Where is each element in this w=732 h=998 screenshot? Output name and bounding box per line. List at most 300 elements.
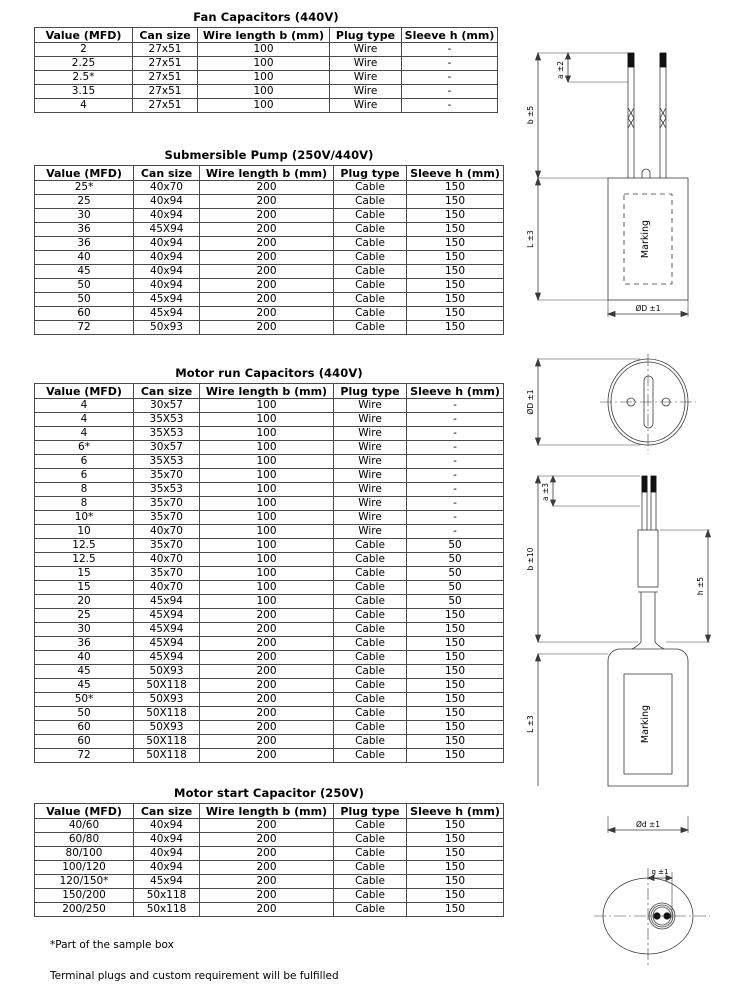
cell-plug-type: Cable [334, 553, 407, 567]
cell-sleeve: 150 [407, 693, 504, 707]
cell-value: 30 [35, 209, 134, 223]
cell-plug-type: Cable [334, 819, 407, 833]
cell-sleeve: - [402, 71, 498, 85]
table-row [35, 665, 504, 679]
cell-sleeve: 150 [407, 651, 504, 665]
cell-can-size: 50X93 [134, 693, 200, 707]
cell-wire-length: 200 [200, 861, 334, 875]
cell-wire-length: 100 [200, 525, 334, 539]
cell-plug-type: Cable [334, 679, 407, 693]
cell-value: 50 [35, 293, 134, 307]
cell-plug-type: Cable [334, 293, 407, 307]
cell-sleeve: 150 [407, 665, 504, 679]
lead-left-stripped-tip [628, 53, 634, 67]
cell-sleeve: 150 [407, 209, 504, 223]
cell-wire-length: 200 [200, 609, 334, 623]
cell-plug-type: Cable [334, 567, 407, 581]
cell-value: 36 [35, 223, 134, 237]
cell-wire-length: 200 [200, 903, 334, 917]
cell-wire-length: 100 [200, 427, 334, 441]
table-row [35, 251, 504, 265]
cell-can-size: 45x94 [134, 875, 200, 889]
table-row [35, 321, 504, 335]
cell-wire-length: 200 [200, 279, 334, 293]
cell-plug-type: Cable [334, 181, 407, 195]
cell-plug-type: Cable [334, 539, 407, 553]
table-block-motor-start-capacitor [34, 786, 504, 917]
cell-sleeve: 150 [407, 251, 504, 265]
cell-can-size: 40x94 [134, 209, 200, 223]
column-header-value: Value (MFD) [35, 28, 133, 43]
table-row [35, 57, 498, 71]
cell-plug-type: Cable [334, 707, 407, 721]
cell-value: 60 [35, 721, 134, 735]
lead-left-break-symbol [628, 108, 634, 118]
cell-plug-type: Wire [334, 413, 407, 427]
dim-d-arrow-right [681, 828, 688, 833]
cell-can-size: 50x93 [134, 321, 200, 335]
lead-right-break-symbol-2 [660, 118, 666, 128]
cell-wire-length: 100 [198, 71, 330, 85]
cell-wire-length: 200 [200, 307, 334, 321]
cell-sleeve: 150 [407, 749, 504, 763]
cell-wire-length: 200 [200, 679, 334, 693]
cell-wire-length: 200 [200, 721, 334, 735]
table-row [35, 707, 504, 721]
cell-value: 6* [35, 441, 134, 455]
column-header-can-size: Can size [134, 804, 200, 819]
cell-value: 2 [35, 43, 133, 57]
table-row [35, 307, 504, 321]
column-header-can-size: Can size [134, 166, 200, 181]
column-header-can-size: Can size [134, 384, 200, 399]
cell-plug-type: Cable [334, 861, 407, 875]
cell-value: 3.15 [35, 85, 133, 99]
table-row [35, 413, 504, 427]
table-fan-capacitors [34, 27, 498, 113]
cell-plug-type: Wire [334, 399, 407, 413]
table-row [35, 539, 504, 553]
cell-plug-type: Wire [334, 511, 407, 525]
dim-a3-arrow-top [551, 476, 556, 482]
cell-plug-type: Cable [334, 223, 407, 237]
cell-value: 150/200 [35, 889, 134, 903]
cell-value: 12.5 [35, 553, 134, 567]
cell-sleeve: 50 [407, 595, 504, 609]
cell-wire-length: 100 [200, 455, 334, 469]
table-row [35, 581, 504, 595]
dim-D-top-arrow-top [536, 359, 541, 366]
table-row [35, 749, 504, 763]
table-row [35, 209, 504, 223]
table-header-row [35, 804, 504, 819]
cell-can-size: 35X53 [134, 427, 200, 441]
cell-can-size: 45X94 [134, 223, 200, 237]
cell-value: 2.5* [35, 71, 133, 85]
cell-wire-length: 100 [200, 595, 334, 609]
column-header-plug-type: Plug type [334, 804, 407, 819]
cell-can-size: 35X53 [134, 413, 200, 427]
column-header-sleeve: Sleeve h (mm) [407, 804, 504, 819]
dim-D-arrow-left [608, 312, 615, 317]
dim-b10-arrow-top [536, 476, 541, 483]
column-header-wire-length: Wire length b (mm) [198, 28, 330, 43]
table-row [35, 889, 504, 903]
table-title-motor-start-capacitor: Motor start Capacitor (250V) [174, 786, 364, 800]
column-header-wire-length: Wire length b (mm) [200, 384, 334, 399]
table-row [35, 399, 504, 413]
body-top-nub [642, 169, 650, 178]
cell-can-size: 50X93 [134, 721, 200, 735]
cell-wire-length: 100 [198, 43, 330, 57]
column-header-plug-type: Plug type [334, 384, 407, 399]
cell-can-size: 35x70 [134, 469, 200, 483]
cell-value: 4 [35, 427, 134, 441]
table-row [35, 85, 498, 99]
column-header-wire-length: Wire length b (mm) [200, 166, 334, 181]
cell-value: 100/120 [35, 861, 134, 875]
cell-wire-length: 100 [200, 511, 334, 525]
cell-wire-length: 100 [200, 413, 334, 427]
cell-wire-length: 200 [200, 847, 334, 861]
cell-sleeve: 150 [407, 279, 504, 293]
cell-wire-length: 100 [198, 57, 330, 71]
cell-can-size: 40x94 [134, 265, 200, 279]
cell-sleeve: - [402, 43, 498, 57]
cell-value: 200/250 [35, 903, 134, 917]
cell-can-size: 45X94 [134, 623, 200, 637]
column-header-sleeve: Sleeve h (mm) [402, 28, 498, 43]
table-header-row [35, 384, 504, 399]
cell-value: 50 [35, 707, 134, 721]
cell-sleeve: - [407, 511, 504, 525]
column-header-wire-length: Wire length b (mm) [200, 804, 334, 819]
cell-can-size: 40x94 [134, 279, 200, 293]
drawings-column [520, 0, 732, 998]
cell-can-size: 40x94 [134, 819, 200, 833]
cell-wire-length: 200 [200, 209, 334, 223]
cell-can-size: 50X118 [134, 735, 200, 749]
cell-sleeve: - [407, 497, 504, 511]
cell-sleeve: 150 [407, 321, 504, 335]
lead-left-break-symbol-2 [628, 118, 634, 128]
cell-plug-type: Wire [334, 469, 407, 483]
table-row [35, 861, 504, 875]
cell-sleeve: - [407, 455, 504, 469]
cell-wire-length: 200 [200, 195, 334, 209]
cell-plug-type: Cable [334, 721, 407, 735]
table-row [35, 595, 504, 609]
cell-sleeve: 150 [407, 637, 504, 651]
cell-sleeve: 150 [407, 735, 504, 749]
table-title-fan-capacitors: Fan Capacitors (440V) [193, 10, 339, 24]
column-header-sleeve: Sleeve h (mm) [407, 384, 504, 399]
cell-value: 60 [35, 735, 134, 749]
cell-value: 120/150* [35, 875, 134, 889]
table-header-row [35, 166, 504, 181]
cell-sleeve: 150 [407, 293, 504, 307]
cell-wire-length: 100 [198, 99, 330, 113]
cell-can-size: 40x94 [134, 861, 200, 875]
cell-plug-type: Wire [334, 441, 407, 455]
cell-plug-type: Wire [330, 57, 402, 71]
dim-label-cable-offset: g ±1 [651, 868, 669, 876]
cell-value: 2.25 [35, 57, 133, 71]
cell-plug-type: Cable [334, 749, 407, 763]
table-row [35, 609, 504, 623]
dim-label-stripped-tip: a ±2 [556, 60, 565, 80]
cell-plug-type: Wire [334, 427, 407, 441]
cell-wire-length: 200 [200, 665, 334, 679]
cell-wire-length: 200 [200, 889, 334, 903]
table-row [35, 875, 504, 889]
table-row [35, 833, 504, 847]
table-row [35, 847, 504, 861]
dim-label-cable-body-length: L ±3 [526, 715, 535, 733]
cell-plug-type: Cable [334, 581, 407, 595]
cell-value: 25 [35, 609, 134, 623]
cell-can-size: 40x94 [134, 251, 200, 265]
cell-value: 12.5 [35, 539, 134, 553]
cell-plug-type: Cable [334, 623, 407, 637]
cell-plug-type: Cable [334, 237, 407, 251]
cell-value: 15 [35, 581, 134, 595]
dim-a-arrow-top [566, 53, 571, 59]
cell-sleeve: 150 [407, 237, 504, 251]
cell-wire-length: 200 [200, 223, 334, 237]
cell-sleeve: - [407, 427, 504, 441]
cell-can-size: 45X94 [134, 651, 200, 665]
cell-wire-length: 200 [200, 293, 334, 307]
dim-h-arrow-bottom [706, 635, 711, 642]
table-row [35, 265, 504, 279]
drawing-cable-capacitor-bottom-view [520, 806, 732, 996]
lead-right-stripped-tip [660, 53, 666, 67]
conductor-right-stripped-tip [651, 476, 656, 492]
cell-can-size: 35x70 [134, 567, 200, 581]
cell-plug-type: Cable [334, 265, 407, 279]
cell-value: 20 [35, 595, 134, 609]
cell-plug-type: Cable [334, 903, 407, 917]
cell-value: 40 [35, 651, 134, 665]
cell-sleeve: 150 [407, 875, 504, 889]
cell-wire-length: 200 [200, 707, 334, 721]
cell-sleeve: 150 [407, 679, 504, 693]
dim-label-bottom-diameter: Ød ±1 [635, 820, 661, 829]
table-row [35, 511, 504, 525]
column-header-sleeve: Sleeve h (mm) [407, 166, 504, 181]
cell-sleeve: 150 [407, 833, 504, 847]
cell-sleeve: 150 [407, 889, 504, 903]
cell-value: 4 [35, 413, 134, 427]
table-block-motor-run-capacitors [34, 366, 504, 763]
column-header-plug-type: Plug type [334, 166, 407, 181]
cell-sleeve: - [407, 399, 504, 413]
table-row [35, 623, 504, 637]
cell-can-size: 45X94 [134, 637, 200, 651]
cell-sleeve: 50 [407, 539, 504, 553]
cell-can-size: 50X118 [134, 679, 200, 693]
cell-plug-type: Cable [334, 833, 407, 847]
table-row [35, 427, 504, 441]
dim-h-arrow-top [706, 530, 711, 537]
cell-can-size: 40x70 [134, 525, 200, 539]
marking-label: Marking [640, 219, 651, 259]
dim-b10-arrow-bottom [536, 635, 541, 642]
cell-plug-type: Cable [334, 735, 407, 749]
cell-can-size: 30x57 [134, 441, 200, 455]
cell-plug-type: Wire [334, 455, 407, 469]
footnotes-section [50, 940, 480, 982]
cell-value: 72 [35, 321, 134, 335]
cell-sleeve: - [407, 483, 504, 497]
cell-can-size: 40x94 [134, 195, 200, 209]
cell-plug-type: Cable [334, 251, 407, 265]
dim-label-body-length: L ±3 [526, 230, 535, 248]
cell-wire-length: 200 [200, 637, 334, 651]
cell-can-size: 35x53 [134, 483, 200, 497]
cell-value: 45 [35, 265, 134, 279]
table-row [35, 195, 504, 209]
dim-d-arrow-left [608, 828, 615, 833]
dim-label-sleeve-length: h ±5 [696, 576, 705, 596]
table-block-fan-capacitors [34, 10, 498, 113]
table-row [35, 223, 504, 237]
cell-wire-length: 100 [200, 581, 334, 595]
table-row [35, 497, 504, 511]
cell-plug-type: Cable [334, 693, 407, 707]
cell-sleeve: 150 [407, 609, 504, 623]
cell-plug-type: Wire [334, 483, 407, 497]
cell-wire-length: 200 [200, 321, 334, 335]
table-row [35, 637, 504, 651]
table-block-submersible-pump [34, 148, 504, 335]
cell-can-size: 27x51 [133, 99, 198, 113]
cell-wire-length: 200 [200, 833, 334, 847]
column-header-can-size: Can size [133, 28, 198, 43]
cell-wire-length: 100 [200, 483, 334, 497]
table-row [35, 469, 504, 483]
cell-value: 25 [35, 195, 134, 209]
cell-wire-length: 100 [200, 539, 334, 553]
cell-can-size: 50x118 [134, 889, 200, 903]
dim-label-top-diameter: ØD ±1 [526, 389, 535, 415]
cell-wire-length: 200 [200, 693, 334, 707]
cell-wire-length: 100 [198, 85, 330, 99]
cell-value: 40 [35, 251, 134, 265]
cell-wire-length: 200 [200, 251, 334, 265]
cell-wire-length: 200 [200, 735, 334, 749]
cell-value: 36 [35, 237, 134, 251]
cell-plug-type: Wire [330, 43, 402, 57]
table-header-row [35, 28, 498, 43]
table-row [35, 693, 504, 707]
table-motor-start-capacitor [34, 803, 504, 917]
cell-value: 8 [35, 497, 134, 511]
cell-plug-type: Wire [330, 85, 402, 99]
conductor-left-stripped-tip [642, 476, 647, 492]
cell-can-size: 40x70 [134, 553, 200, 567]
cell-can-size: 50X118 [134, 749, 200, 763]
dim-D-top-arrow-bottom [536, 438, 541, 445]
cell-plug-type: Wire [334, 497, 407, 511]
cell-sleeve: 150 [407, 181, 504, 195]
cell-wire-length: 200 [200, 749, 334, 763]
cell-can-size: 27x51 [133, 57, 198, 71]
drawing-wire-lead-capacitor-top-view [520, 350, 732, 460]
table-row [35, 293, 504, 307]
cell-plug-type: Cable [334, 609, 407, 623]
cell-value: 60 [35, 307, 134, 321]
column-header-value: Value (MFD) [35, 384, 134, 399]
cell-value: 36 [35, 637, 134, 651]
cell-can-size: 40x70 [134, 581, 200, 595]
cell-plug-type: Cable [334, 889, 407, 903]
cell-can-size: 40x94 [134, 847, 200, 861]
cell-can-size: 35X53 [134, 455, 200, 469]
cell-sleeve: - [402, 57, 498, 71]
cell-plug-type: Wire [330, 71, 402, 85]
table-row [35, 237, 504, 251]
cell-can-size: 35x70 [134, 497, 200, 511]
table-row [35, 71, 498, 85]
cell-sleeve: 150 [407, 721, 504, 735]
cell-wire-length: 200 [200, 181, 334, 195]
cell-sleeve: 150 [407, 307, 504, 321]
dim-L2-arrow-top [536, 654, 541, 661]
cell-sleeve: 150 [407, 903, 504, 917]
cell-wire-length: 100 [200, 399, 334, 413]
table-row [35, 721, 504, 735]
cell-plug-type: Wire [330, 99, 402, 113]
marking-label-cable: Marking [640, 704, 651, 744]
cell-sleeve: 150 [407, 265, 504, 279]
dim-L-arrow-top [536, 178, 541, 185]
cell-can-size: 45x94 [134, 307, 200, 321]
cell-value: 6 [35, 469, 134, 483]
cell-plug-type: Cable [334, 321, 407, 335]
cell-plug-type: Cable [334, 847, 407, 861]
dim-label-cable-stripped-tip: a ±3 [541, 482, 550, 502]
cell-value: 72 [35, 749, 134, 763]
cell-sleeve: 150 [407, 861, 504, 875]
cell-sleeve: - [407, 525, 504, 539]
cable-neck [641, 592, 655, 642]
cell-sleeve: 50 [407, 581, 504, 595]
cell-wire-length: 200 [200, 623, 334, 637]
cell-value: 40/60 [35, 819, 134, 833]
dim-L-arrow-bottom [536, 293, 541, 300]
table-title-motor-run-capacitors: Motor run Capacitors (440V) [175, 366, 363, 380]
table-row [35, 483, 504, 497]
cell-plug-type: Cable [334, 279, 407, 293]
cell-sleeve: - [402, 99, 498, 113]
dim-b-arrow-top [536, 53, 541, 60]
cell-wire-length: 100 [200, 469, 334, 483]
cell-plug-type: Cable [334, 637, 407, 651]
cell-wire-length: 200 [200, 237, 334, 251]
cell-wire-length: 200 [200, 265, 334, 279]
cell-value: 10 [35, 525, 134, 539]
cell-value: 25* [35, 181, 134, 195]
drawing-cable-capacitor-side-view [520, 456, 732, 804]
cell-wire-length: 200 [200, 819, 334, 833]
cell-value: 15 [35, 567, 134, 581]
cell-can-size: 30x57 [134, 399, 200, 413]
cell-plug-type: Cable [334, 651, 407, 665]
lead-right-break-symbol [660, 108, 666, 118]
footnote-sample-box: *Part of the sample box [50, 939, 174, 951]
